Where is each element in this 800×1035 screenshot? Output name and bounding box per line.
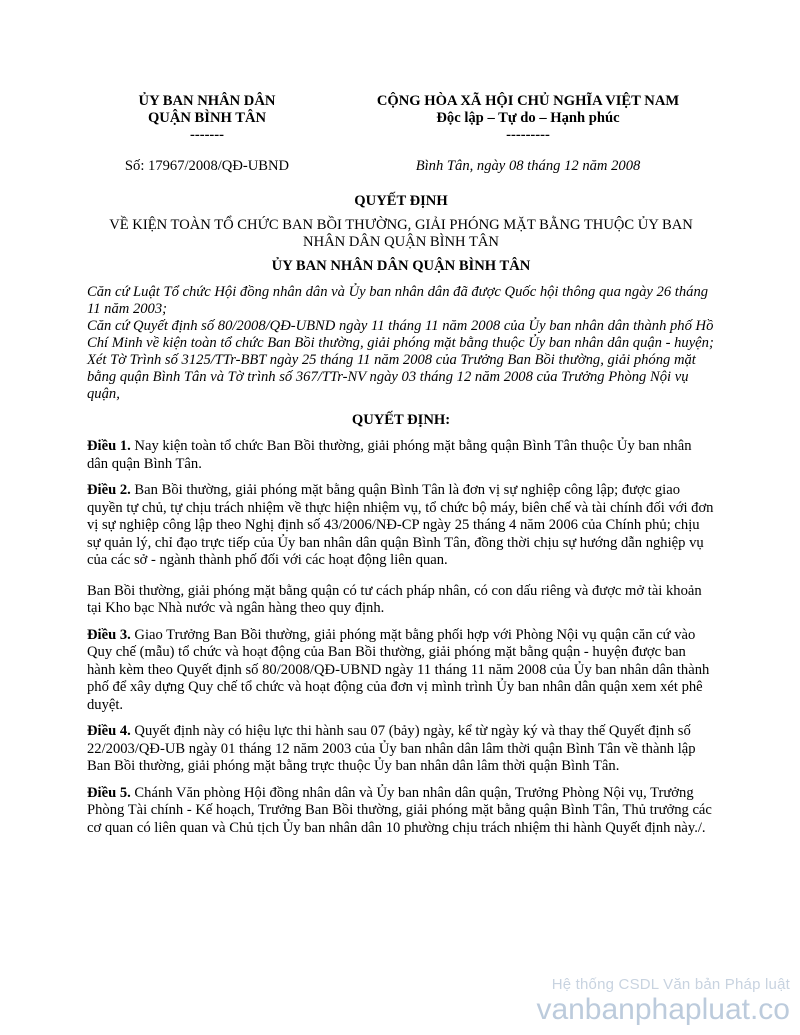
basis-item: Căn cứ Luật Tổ chức Hội đồng nhân dân và Ủy ban nhân dân đã được Quốc hội thông qua ngày 26 tháng 11 năm 2003;	[87, 284, 709, 317]
document-subject: VỀ KIỆN TOÀN TỔ CHỨC BAN BỒI THƯỜNG, GIẢI PHÓNG MẶT BẰNG THUỘC ỦY BAN NHÂN DÂN QUẬN BÌNH TÂN	[109, 217, 693, 250]
motto: Độc lập – Tự do – Hạnh phúc	[436, 110, 620, 126]
document-page	[87, 93, 715, 837]
basis-item: Căn cứ Quyết định số 80/2008/QĐ-UBND ngày 11 tháng 11 năm 2008 của Ủy ban nhân dân thành phố Hồ Chí Minh về kiện toàn tổ chức Ban Bồi thường, giải phóng mặt bằng thuộc Ủy ban nhân dân quận - huyện;	[87, 318, 714, 351]
article-2-paragraph-2: Ban Bồi thường, giải phóng mặt bằng quận có tư cách pháp nhân, có con dấu riêng và được mở tài khoản tại Kho bạc Nhà nước và ngân hàng theo quy định.	[87, 582, 702, 616]
agency-line-1: ỦY BAN NHÂN DÂN	[138, 93, 276, 109]
reference-line	[87, 158, 715, 175]
document-header	[87, 93, 715, 144]
motto-divider: ---------	[506, 127, 550, 143]
article-label: Điều 1.	[87, 438, 131, 454]
article-text: Giao Trưởng Ban Bồi thường, giải phóng mặt bằng phối hợp với Phòng Nội vụ quận căn cứ vào Quy chế (mẫu) tổ chức và hoạt động của Ban Bồi thường, giải phóng mặt bằng quận - huyện được ban hành kèm theo Quyết định số 80/2008/QĐ-UBND ngày 11 tháng 11 năm 2008 của Ủy ban nhân dân thành phố để xây dựng Quy chế tổ chức và hoạt động của đơn vị mình trình Ủy ban nhân dân quận xem xét phê duyệt.	[87, 626, 710, 713]
article-text: Ban Bồi thường, giải phóng mặt bằng quận Bình Tân là đơn vị sự nghiệp công lập; được giao quyền tự chủ, tự chịu trách nhiệm về thực hiện nhiệm vụ, tổ chức bộ máy, biên chế và tài chính đối với đơn vị sự nghiệp công lập theo Nghị định số 43/2006/NĐ-CP ngày 25 tháng 4 năm 2006 của Chính phủ; chịu sự quản lý, chỉ đạo trực tiếp của Ủy ban nhân dân quận Bình Tân, đồng thời chịu sự hướng dẫn nghiệp vụ của các sở - ngành thành phố đối với các hoạt động liên quan.	[87, 482, 714, 568]
watermark-tagline: Hệ thống CSDL Văn bản Pháp luật	[551, 976, 790, 993]
document-date: Bình Tân, ngày 08 tháng 12 năm 2008	[415, 158, 641, 174]
article-text: Quyết định này có hiệu lực thi hành sau 07 (bảy) ngày, kể từ ngày ký và thay thế Quyết định số 22/2003/QĐ-UB ngày 01 tháng 12 năm 2003 của Ủy ban nhân dân lâm thời quận Bình Tân về thành lập Ban Bồi thường, giải phóng mặt bằng trực thuộc Ủy ban nhân dân lâm thời quận Bình Tân.	[87, 723, 696, 774]
watermark-domain: vanbanphapluat.co	[536, 993, 790, 1026]
agency-divider: -------	[189, 127, 225, 143]
article-3	[87, 627, 715, 715]
document-number: Số: 17967/2008/QĐ-UBND	[124, 158, 290, 174]
site-watermark	[536, 976, 790, 1027]
article-label: Điều 5.	[87, 784, 131, 801]
document-type: QUYẾT ĐỊNH	[354, 193, 448, 209]
article-4	[87, 723, 715, 776]
agency-line-2: QUẬN BÌNH TÂN	[147, 110, 267, 126]
issuing-agency	[87, 93, 327, 144]
country-name: CỘNG HÒA XÃ HỘI CHỦ NGHĨA VIỆT NAM	[376, 93, 680, 109]
article-5	[87, 785, 715, 838]
article-text: Chánh Văn phòng Hội đồng nhân dân và Ủy ban nhân dân quận, Trưởng Phòng Nội vụ, Trưởng Phòng Tài chính - Kế hoạch, Trưởng Ban Bồi thường, giải phóng mặt bằng quận Bình Tân, Thủ trưởng các cơ quan có liên quan và Chủ tịch Ủy ban nhân dân 10 phường chịu trách nhiệm thi hành Quyết định này./.	[87, 784, 712, 836]
article-label: Điều 4.	[87, 723, 131, 739]
article-2	[87, 482, 715, 570]
issuing-authority: ỦY BAN NHÂN DÂN QUẬN BÌNH TÂN	[271, 258, 531, 274]
article-1	[87, 438, 715, 473]
national-motto	[327, 93, 715, 144]
legal-basis	[87, 284, 715, 403]
basis-item: Xét Tờ Trình số 3125/TTr-BBT ngày 25 tháng 11 năm 2008 của Trưởng Ban Bồi thường, giải phóng mặt bằng quận Bình Tân và Tờ trình số 367/TTr-NV ngày 03 tháng 12 năm 2008 của Trưởng Phòng Nội vụ quận,	[87, 352, 696, 402]
article-label: Điều 3.	[87, 626, 131, 643]
decision-heading: QUYẾT ĐỊNH:	[351, 412, 451, 428]
article-text: Nay kiện toàn tổ chức Ban Bồi thường, giải phóng mặt bằng quận Bình Tân thuộc Ủy ban nhân dân quận Bình Tân.	[87, 438, 692, 472]
article-label: Điều 2.	[87, 482, 131, 498]
